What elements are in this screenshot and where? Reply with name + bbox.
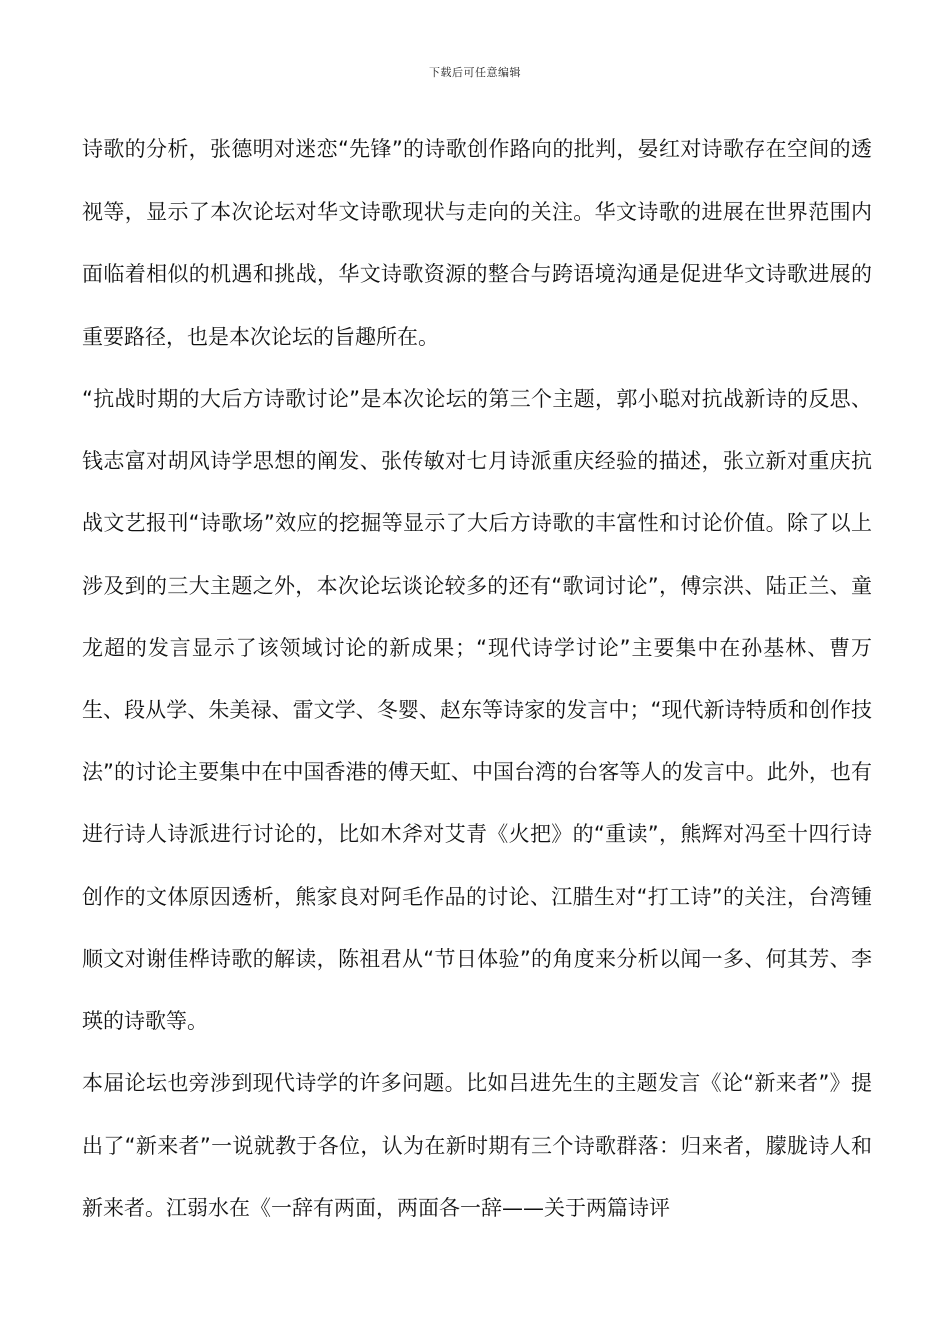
paragraph: “抗战时期的大后方诗歌讨论”是本次论坛的第三个主题，郭小聪对抗战新诗的反思、钱志富对胡风诗学思想的阐发、张传敏对七月诗派重庆经验的描述，张立新对重庆抗战文艺报刊“诗歌场”效应的挖掘等显示了大后方诗歌的丰富性和讨论价值。除了以上涉及到的三大主题之外，本次论坛谈论较多的还有“歌词讨论”，傅宗洪、陆正兰、童龙超的发言显示了该领域讨论的新成果；“现代诗学讨论”主要集中在孙基林、曹万生、段从学、朱美禄、雷文学、冬婴、赵东等诗家的发言中；“现代新诗特质和创作技法”的讨论主要集中在中国香港的傅天虹、中国台湾的台客等人的发言中。此外，也有进行诗人诗派进行讨论的，比如木斧对艾青《火把》的“重读”，熊辉对冯至十四行诗创作的文体原因透析，熊家良对阿毛作品的讨论、江腊生对“打工诗”的关注，台湾锺顺文对谢佳桦诗歌的解读，陈祖君从“节日体验”的角度来分析以闻一多、何其芳、李瑛的诗歌等。 xyxy=(82,387,872,1034)
paragraph: 本届论坛也旁涉到现代诗学的许多问题。比如吕进先生的主题发言《论“新来者”》提出了“新来者”一说就教于各位，认为在新时期有三个诗歌群落：归来者，朦胧诗人和新来者。江弱水在《一辞有两面，两面各一辞——关于两篇诗评 xyxy=(82,1071,872,1221)
paragraph: 诗歌的分析，张德明对迷恋“先锋”的诗歌创作路向的批判，晏红对诗歌存在空间的透视等，显示了本次论坛对华文诗歌现状与走向的关注。华文诗歌的进展在世界范围内面临着相似的机遇和挑战，华文诗歌资源的整合与跨语境沟通是促进华文诗歌进展的重要路径，也是本次论坛的旨趣所在。 xyxy=(82,137,872,349)
page-header: 下载后可任意编辑 xyxy=(429,66,521,79)
document-body xyxy=(82,118,872,1240)
